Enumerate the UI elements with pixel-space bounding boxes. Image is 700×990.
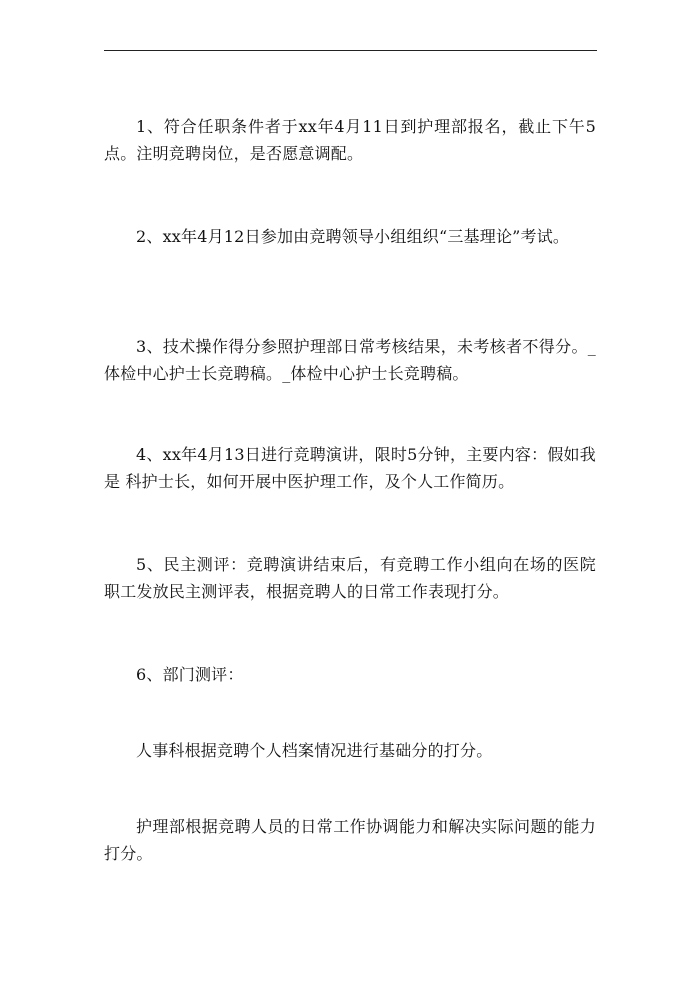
paragraph-hr-scoring: 人事科根据竞聘个人档案情况进行基础分的打分。: [136, 741, 493, 760]
paragraph-theory-exam: 2、xx年4月12日参加由竞聘领导小组组织“三基理论”考试。: [136, 227, 570, 246]
paragraph-skill-score: 3、技术操作得分参照护理部日常考核结果，未考核者不得分。_体检中心护士长竞聘稿。_体检中心护士长竞聘稿。: [104, 337, 596, 383]
paragraph-democratic-evaluation: 5、民主测评：竞聘演讲结束后，有竞聘工作小组向在场的医院职工发放民主测评表，根据竞聘人的日常工作表现打分。: [104, 555, 596, 601]
header-rule: [104, 50, 597, 51]
paragraph-registration: 1、符合任职条件者于xx年4月11日到护理部报名，截止下午5点。注明竞聘岗位，是否愿意调配。: [104, 117, 596, 163]
paragraph-department-evaluation: 6、部门测评：: [136, 665, 244, 684]
paragraph-speech: 4、xx年4月13日进行竞聘演讲，限时5分钟，主要内容：假如我是 科护士长，如何开展中医护理工作，及个人工作简历。: [104, 445, 596, 491]
paragraph-nursing-scoring: 护理部根据竞聘人员的日常工作协调能力和解决实际问题的能力打分。: [104, 817, 596, 863]
